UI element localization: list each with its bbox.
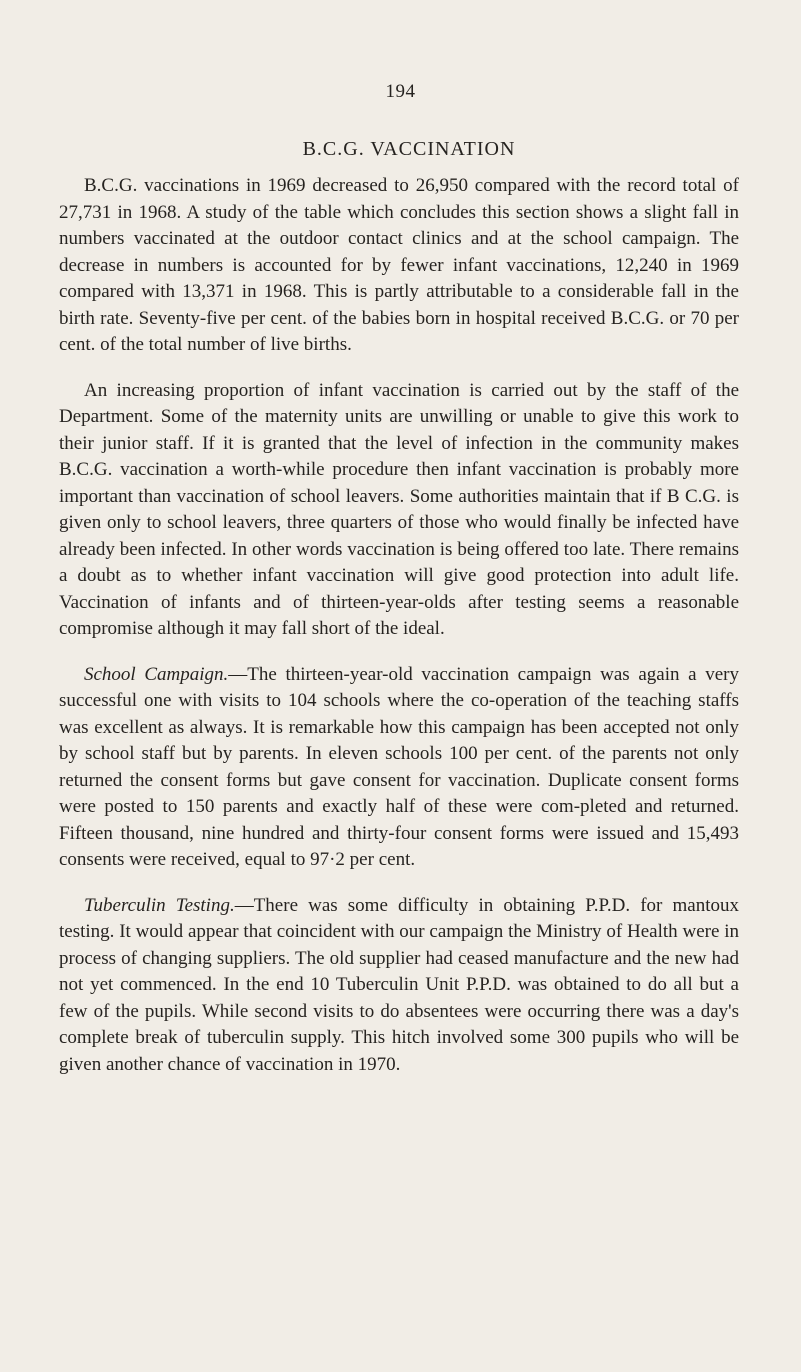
paragraph-text: B.C.G. vaccinations in 1969 decreased to 26,950 compared with the record total of 27,731 in 1968. A study of the table which concludes this section shows a slight fall in numbers vaccinated at the outdoor contact clinics and at the school campaign. The decrease in numbers is accounted for by fewer infant vaccinations, 12,240 in 1969 compared with 13,371 in 1968. This is partly attributable to a considerable fall in the birth rate. Seventy-five per cent. of the babies born in hospital received B.C.G. or 70 per cent. of the total number of live births.: [59, 175, 739, 355]
paragraph-text: An increasing proportion of infant vaccination is carried out by the staff of the Department. Some of the maternity units are unwilling or unable to give this work to their junior staff. If it is granted that the level of infection in the community makes B.C.G. vaccination a worth-while procedure then infant vaccination is probably more important than vaccination of school leavers. Some authorities maintain that if B C.G. is given only to school leavers, three quarters of those who would finally be infected have already been infected. In other words vaccination is being offered too late. There remains a doubt as to whether infant vaccination will give good protection into adult life. Vaccination of infants and of thirteen-year-olds after testing seems a reasonable compromise although it may fall short of the ideal.: [59, 379, 739, 639]
run-in-title-tuberculin-testing: Tuberculin Testing.: [84, 894, 235, 916]
paragraph-tuberculin-testing: [59, 893, 739, 1079]
run-in-title-school-campaign: School Campaign.: [84, 663, 229, 685]
paragraph-infant-vaccination: [59, 378, 739, 643]
paragraph-bcg-totals: [59, 173, 739, 359]
paragraph-text: —The thirteen-year-old vaccination campaign was again a very successful one with visits to 104 schools where the co-operation of the teaching staffs was excellent as always. It is remarkable how this campaign has been accepted not only by school staff but by parents. In eleven schools 100 per cent. of the parents not only returned the consent forms but gave consent for vaccination. Duplicate consent forms were posted to 150 parents and exactly half of these were com-pleted and returned. Fifteen thousand, nine hundred and thirty-four consent forms were issued and 15,493 consents were received, equal to 97·2 per cent.: [59, 663, 739, 870]
section-heading: B.C.G. VACCINATION: [302, 138, 516, 160]
paragraph-text: —There was some difficulty in obtaining P.P.D. for mantoux testing. It would appear that coincident with our campaign the Ministry of Health were in process of changing suppliers. The old supplier had ceased manufacture and the new had not yet commenced. In the end 10 Tuberculin Unit P.P.D. was obtained to do all but a few of the pupils. While second visits to do absentees were occurring there was a day's complete break of tuberculin supply. This hitch involved some 300 pupils who will be given another chance of vaccination in 1970.: [59, 894, 739, 1075]
paragraph-school-campaign: [59, 662, 739, 874]
page-number: 194: [385, 81, 416, 102]
